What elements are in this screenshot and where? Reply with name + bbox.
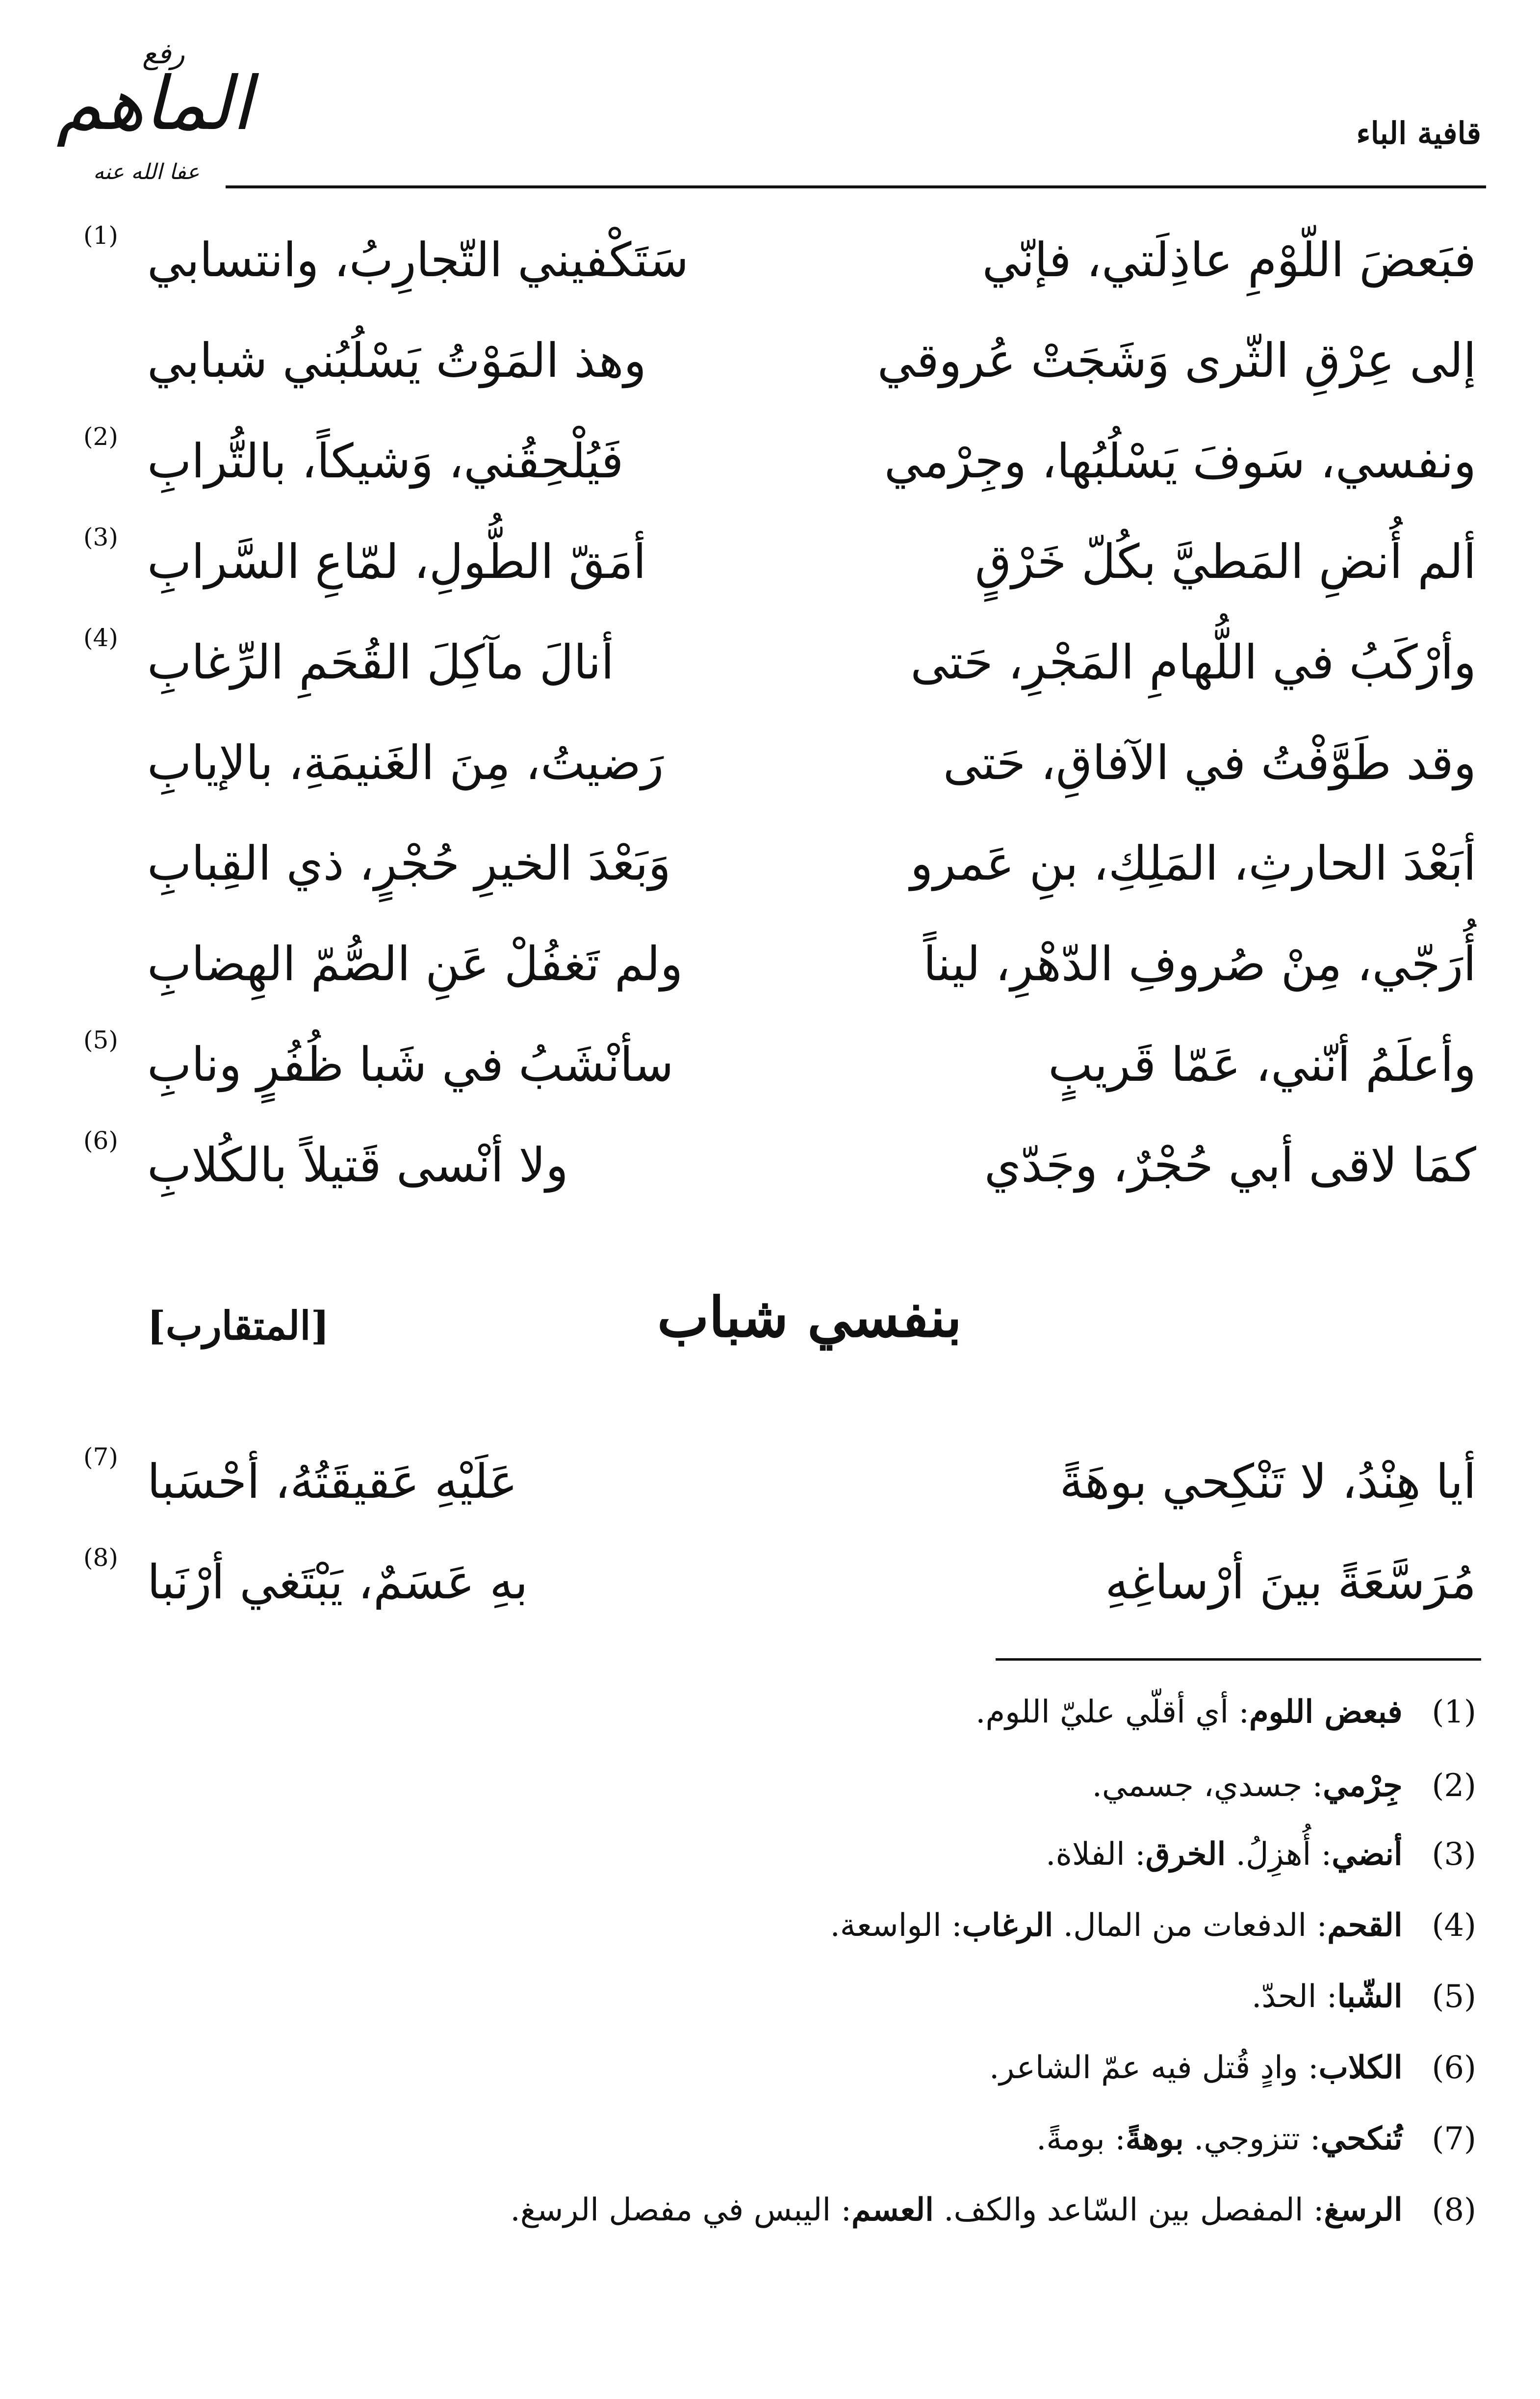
verse-line <box>83 1543 1476 1619</box>
footnote-definition: : الفلاة. <box>1046 1836 1146 1873</box>
footnote-number: (4) <box>1432 1907 1476 1944</box>
verse-line <box>83 523 1476 599</box>
verse-line <box>147 324 1476 397</box>
footnote-definition: : وادٍ قُتل فيه عمّ الشاعر. <box>989 2050 1319 2086</box>
footnote-term: الرغاب <box>962 1907 1053 1944</box>
footnote-reference: (7) <box>83 1443 118 1471</box>
footnote-definition: : بومةً. <box>1036 2121 1126 2157</box>
footnote-definition: : الدفعات من المال. <box>1063 1907 1328 1944</box>
footnote-item <box>510 2186 1476 2235</box>
verse-first-hemistich: أُرَجّي، مِنْ صُروفِ الدّهْرِ، ليناً <box>923 937 1476 991</box>
verse-first-hemistich: إلى عِرْقِ الثّرى وَشَجَتْ عُروقي <box>877 333 1476 388</box>
footnote-definition: : اليبس في مفصل الرسغ. <box>510 2192 851 2228</box>
verse-first-hemistich: أبَعْدَ الحارثِ، المَلِكِ، بنِ عَمرو <box>910 836 1476 891</box>
verse-first-hemistich: وأعلَمُ أنّني، عَمّا قَريبٍ <box>1048 1037 1476 1092</box>
footnote-definition: : الواسعة. <box>830 1907 962 1944</box>
footnote-number: (2) <box>1432 1768 1476 1804</box>
footnote-number: (3) <box>1432 1836 1476 1873</box>
running-header-title: قافية الباء <box>1356 115 1481 151</box>
verse-second-hemistich: عَلَيْهِ عَقيقَتُهُ، أحْسَبا <box>147 1454 518 1509</box>
footnote-number: (6) <box>1432 2050 1476 2086</box>
stamp-name: الماهم <box>56 61 252 147</box>
footnote-reference: (5) <box>83 1026 118 1054</box>
poem-meter: [المتقارب] <box>147 1303 330 1349</box>
footnote-number: (5) <box>1432 1979 1476 2015</box>
verse-line <box>147 927 1476 1001</box>
verse-line <box>147 827 1476 900</box>
verse-first-hemistich: مُرَسَّعَةً بينَ أرْساغِهِ <box>1105 1555 1476 1610</box>
footnote-term: بوهةً <box>1125 2120 1184 2157</box>
footnote-term: الرسغ <box>1324 2191 1403 2228</box>
footnote-definition: : أي أقلّي عليّ اللوم. <box>975 1694 1250 1730</box>
verse-second-hemistich: أنالَ مآكِلَ القُحَمِ الرِّغابِ <box>147 635 615 690</box>
footnote-definition: : تتزوجي. <box>1194 2121 1321 2157</box>
footnote-number: (8) <box>1432 2192 1476 2228</box>
footnote-item <box>1252 1972 1476 2021</box>
verse-line <box>83 1126 1476 1202</box>
footnote-term: الكلاب <box>1318 2049 1403 2086</box>
verse-line <box>83 1026 1476 1101</box>
verse-line <box>83 1443 1476 1518</box>
footnote-term: القحم <box>1327 1907 1403 1944</box>
footnote-definition: : المفصل بين السّاعد والكف. <box>944 2192 1324 2228</box>
footnote-term: تُنكحي <box>1320 2120 1403 2157</box>
footnote-item <box>830 1901 1476 1950</box>
verse-first-hemistich: أيا هِنْدُ، لا تَنْكِحي بوهَةً <box>1059 1454 1476 1509</box>
footnote-term: أنضي <box>1332 1836 1403 1873</box>
verse-first-hemistich: وأرْكَبُ في اللُّهامِ المَجْرِ، حَتى <box>910 635 1476 690</box>
library-stamp <box>42 27 252 184</box>
footnote-reference: (8) <box>83 1543 118 1572</box>
header-rule <box>226 185 1486 188</box>
footnote-term: جِرْمي <box>1323 1767 1403 1804</box>
footnote-rule <box>996 1658 1481 1661</box>
verse-second-hemistich: سأنْشَبُ في شَبا ظُفُرٍ ونابِ <box>147 1037 674 1092</box>
footnote-item <box>1036 2114 1476 2164</box>
footnote-term: الخرق <box>1145 1836 1226 1873</box>
footnote-number: (7) <box>1432 2121 1476 2157</box>
footnote-reference: (1) <box>83 221 118 250</box>
verse-first-hemistich: ألم أُنضِ المَطيَّ بكُلّ خَرْقٍ <box>975 534 1476 589</box>
footnote-number: (1) <box>1432 1694 1476 1730</box>
footnote-item <box>975 1688 1476 1737</box>
stamp-subtitle: عفا الله عنه <box>93 159 200 184</box>
verse-first-hemistich: فبَعضَ اللّوْمِ عاذِلَتي، فإنّي <box>982 233 1476 287</box>
footnote-reference: (6) <box>83 1126 118 1155</box>
verse-line <box>147 726 1476 800</box>
footnote-definition: : أُهزِلُ. <box>1235 1836 1332 1873</box>
verse-first-hemistich: كمَا لاقى أبي حُجْرٌ، وجَدّي <box>984 1138 1476 1193</box>
footnote-definition: : الحدّ. <box>1252 1979 1337 2015</box>
verse-second-hemistich: سَتَكْفيني التّجارِبُ، وانتسابي <box>147 233 689 287</box>
verse-second-hemistich: رَضيتُ، مِنَ الغَنيمَةِ، بالإيابِ <box>147 735 664 790</box>
verse-second-hemistich: فَيُلْحِقُني، وَشيكاً، بالتُّرابِ <box>147 434 624 489</box>
verse-second-hemistich: أمَقّ الطُّولِ، لمّاعِ السَّرابِ <box>147 534 646 589</box>
footnote-term: فبعض اللوم <box>1249 1694 1403 1730</box>
footnote-item <box>989 2043 1476 2092</box>
verse-line <box>83 422 1476 498</box>
verse-line <box>83 624 1476 699</box>
footnote-reference: (2) <box>83 422 118 451</box>
footnote-reference: (3) <box>83 523 118 551</box>
footnote-item <box>1046 1830 1476 1879</box>
footnote-term: العسم <box>851 2191 934 2228</box>
verse-first-hemistich: ونفسي، سَوفَ يَسْلُبُها، وجِرْمي <box>884 434 1476 489</box>
verse-second-hemistich: ولا أنْسى قَتيلاً بالكُلابِ <box>147 1138 568 1193</box>
footnote-reference: (4) <box>83 624 118 652</box>
footnote-term: الشّبا <box>1337 1978 1403 2015</box>
footnote-definition: : جسدي، جسمي. <box>1092 1768 1323 1804</box>
verse-second-hemistich: وهذ المَوْتُ يَسْلُبُني شبابي <box>147 333 646 388</box>
verse-line <box>83 221 1476 297</box>
verse-second-hemistich: بهِ عَسَمٌ، يَبْتَغي أرْنَبا <box>147 1555 528 1610</box>
verse-second-hemistich: ولم تَغفُلْ عَنِ الصُّمّ الهِضابِ <box>147 937 683 991</box>
stamp-top-word: رفع <box>142 37 185 70</box>
footnote-item <box>1092 1761 1476 1810</box>
poem-title: بنفسي شباب <box>657 1285 962 1350</box>
verse-first-hemistich: وقد طَوَّفْتُ في الآفاقِ، حَتى <box>943 735 1476 790</box>
verse-second-hemistich: وَبَعْدَ الخيرِ حُجْرٍ، ذي القِبابِ <box>147 836 671 891</box>
